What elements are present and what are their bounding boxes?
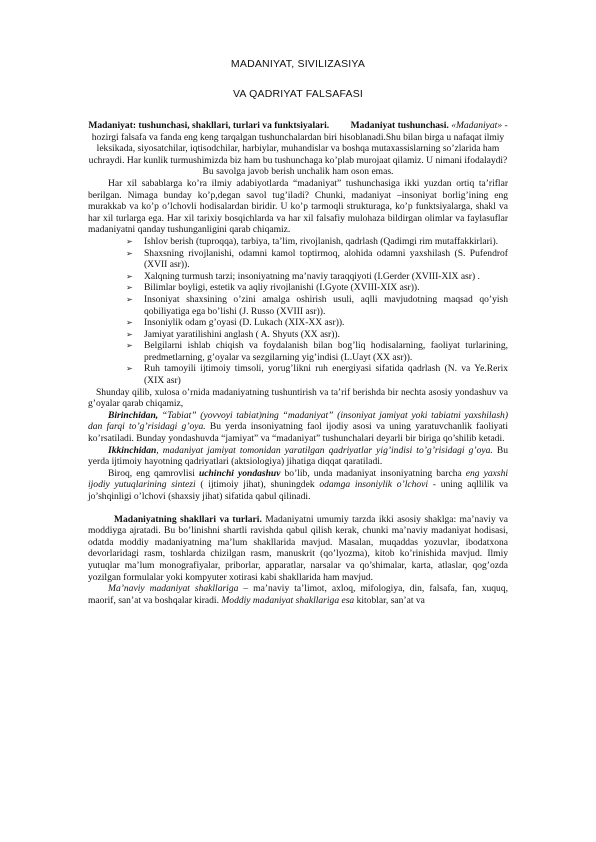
arrow-bullet-icon: ➢ bbox=[126, 318, 133, 328]
list-item: ➢ Ishlov berish (tuproqqa), tarbiya, ta’lim, rivojlanish, qadrlash (Qadimgi rim mutaffakkirlari). bbox=[126, 235, 499, 247]
arrow-bullet-icon: ➢ bbox=[126, 283, 133, 293]
paragraph-forms-and-types: Madaniyatning shakllari va turlari. Madaniyatni umumiy tarzda ikki asosiy shaklga: ma’naviy va moddiyga ajratadi. Bu bo’linishni shartli ravishda qabul qilish kerak, chunki ma’naviy madaniyat hodisasi, odatda moddiy madaniyatning ma’lum shakllarida mavjud. Masalan, muqaddas yozuvlar, ibodatxona devorlaridagi rasm, toshlarda chizilgan rasm, manuskrit (qo’lyozma), kitob ko’rinishida mavjud. Ilmiy yutuqlar ma’lum monografiyalar, priborlar, apparatlar, narsalar va qo’shimalar, karta, atlaslar, qog’ozda yozilgan formulalar yoki kompyuter xotirasi kabi shakllarida ham mavjud. bbox=[88, 513, 508, 583]
arrow-bullet-icon: ➢ bbox=[126, 364, 133, 374]
paragraph-first-approach: Birinchidan, “Tabiat” (yovvoyi tabiat)ning “madaniyat” (insoniyat jamiyat yoki tabiatni yaxshilash) dan farqi to’g’risidagi g’oya. Bu yerda insoniyatning faol ijodiy asosi va uning yaratuvchanlik faoliyati ko’rsatiladi. Bunday yondashuvda “jamiyat” va “madaniyat” tushunchalari deyarli bir biriga qo’shilib ketadi. bbox=[88, 409, 508, 445]
paragraph-gap bbox=[88, 503, 508, 514]
arrow-bullet-icon: ➢ bbox=[126, 294, 133, 304]
definitions-list bbox=[88, 236, 508, 387]
arrow-bullet-icon: ➢ bbox=[126, 329, 133, 339]
list-item: ➢ Insoniyat shaxsining o’zini amalga oshirish usuli, aqlli mavjudotning maqsad qo’yish qobiliyatiga ega bo’lishi (J. Russo (XVIII asr)). bbox=[126, 293, 508, 317]
intro-paragraph bbox=[88, 120, 508, 178]
list-item: ➢ Insoniylik odam g’oyasi (D. Lukach (XIX-XX asr)). bbox=[126, 317, 345, 329]
arrow-bullet-icon: ➢ bbox=[126, 341, 133, 351]
term-madaniyat: «Madaniyat» bbox=[451, 120, 503, 131]
list-item: ➢ Shaxsning rivojlanishi, odamni kamol toptirmoq, alohida odamni yaxshilash (S. Pufendrof (XVII asr)). bbox=[126, 247, 508, 271]
paragraph-third-approach: Biroq, eng qamrovlisi uchinchi yondashuv bo’lib, unda madaniyat insoniyatning barcha eng yaxshi ijodiy yutuqlarining sintezi ( ijtimoiy jihat), shuningdek odamga insoniylik o’lchovi - uning aqllilik va jo’shqinligi o’lchovi (shaxsiy jihat) sifatida qabul qilinadi. bbox=[88, 467, 509, 502]
arrow-bullet-icon: ➢ bbox=[126, 248, 133, 258]
paragraph-second-approach: Ikkinchidan, madaniyat jamiyat tomonidan yaratilgan qadriyatlar yig’indisi to’g’risidagi g’oya. Bu yerda ijtimoiy hayotning qadriyatlari (aktsiologiya) jihatiga diqqat qaratiladi. bbox=[88, 444, 508, 468]
list-item: ➢ Bilimlar boyligi, estetik va aqliy rivojlanishi (I.Gyote (XVIII-XIX asr)). bbox=[126, 282, 420, 294]
paragraph-spiritual-material: Ma’naviy madaniyat shakllariga – ma’naviy ta’limot, axloq, mifologiya, din, falsafa, fan, xuquq, maorif, san’at va boshqalar kiradi. Moddiy madaniyat shakllariga esa kitoblar, san’at va bbox=[88, 583, 508, 606]
paragraph-conclusion: Shunday qilib, xulosa o’rnida madaniyatning tushuntirish va ta’rif berishda bir nechta asosiy yondashuv va g’oyalar qarab chiqamiz, bbox=[88, 386, 508, 410]
list-item: ➢ Ruh tamoyili ijtimoiy timsoli, yorug’likni ruh energiyasi sifatida qadrlash (N. va Ye.Rerix (XIX asr) bbox=[126, 363, 508, 387]
intro-text: - hozirgi falsafa va fanda eng keng tarqalgan tushunchalardan biri hisoblanadi.Shu bilan birga u nafaqat ilmiy leksikada, siyosatchilar, iqtisodchilar, harbiylar, muhandislar va boshqa mutaxassislarning so’zlarida ham uchraydi. Har kunlik turmushimizda biz ham bu tushunchaga ko’plab murojaat qilamiz. U nimani ifodalaydi? Bu savolga javob berish unchalik ham oson emas. bbox=[88, 120, 508, 178]
list-item: ➢ Belgilarni ishlab chiqish va foydalanish bilan bog’liq hodisalarning, faoliyat turlarining, predmetlarning, g’oyalar va sezgilarning yig’indisi (L.Uayt (XX asr)). bbox=[126, 340, 508, 363]
section-heading: Madaniyat: tushunchasi, shakllari, turlari va funktsiyalari. bbox=[88, 120, 330, 131]
section-heading: Madaniyatning shakllari va turlari. bbox=[114, 513, 262, 525]
document-body bbox=[88, 120, 508, 606]
arrow-bullet-icon: ➢ bbox=[126, 236, 133, 246]
list-item: ➢ Xalqning turmush tarzi; insoniyatning ma’naviy taraqqiyoti (I.Gerder (XVIII-XIX asr) . bbox=[126, 270, 480, 282]
paragraph-definitions: Har xil sabablarga ko’ra ilmiy adabiyotlarda “madaniyat” tushunchasiga ikki yuzdan ortiq ta’riflar berilgan. Nimaga bunday ko’p,degan savol tug’iladi? Chunki, madaniyat –insoniyat borlig’ining eng murakkab va ko’p o’lchovli hodisalardan biridir. U ko’p tarmoqli strukturaga, ko’p funktsiyalarga, shakl va har xil turlarga ega. Har xil tarixiy bosqichlarda va har xil falsafiy mulohaza bildirgan olimlar va faylasuflar madaniyatni qanday tushunganligini qarab chiqamiz. bbox=[88, 177, 508, 236]
subsection-heading: Madaniyat tushunchasi. bbox=[350, 120, 449, 131]
document-title: MADANIYAT, SIVILIZASIYA bbox=[230, 58, 366, 70]
arrow-bullet-icon: ➢ bbox=[126, 271, 133, 281]
document-subtitle: VA QADRIYAT FALSAFASI bbox=[232, 88, 364, 100]
list-item: ➢ Jamiyat yaratilishini anglash ( A. Shyuts (XX asr)). bbox=[126, 328, 340, 340]
